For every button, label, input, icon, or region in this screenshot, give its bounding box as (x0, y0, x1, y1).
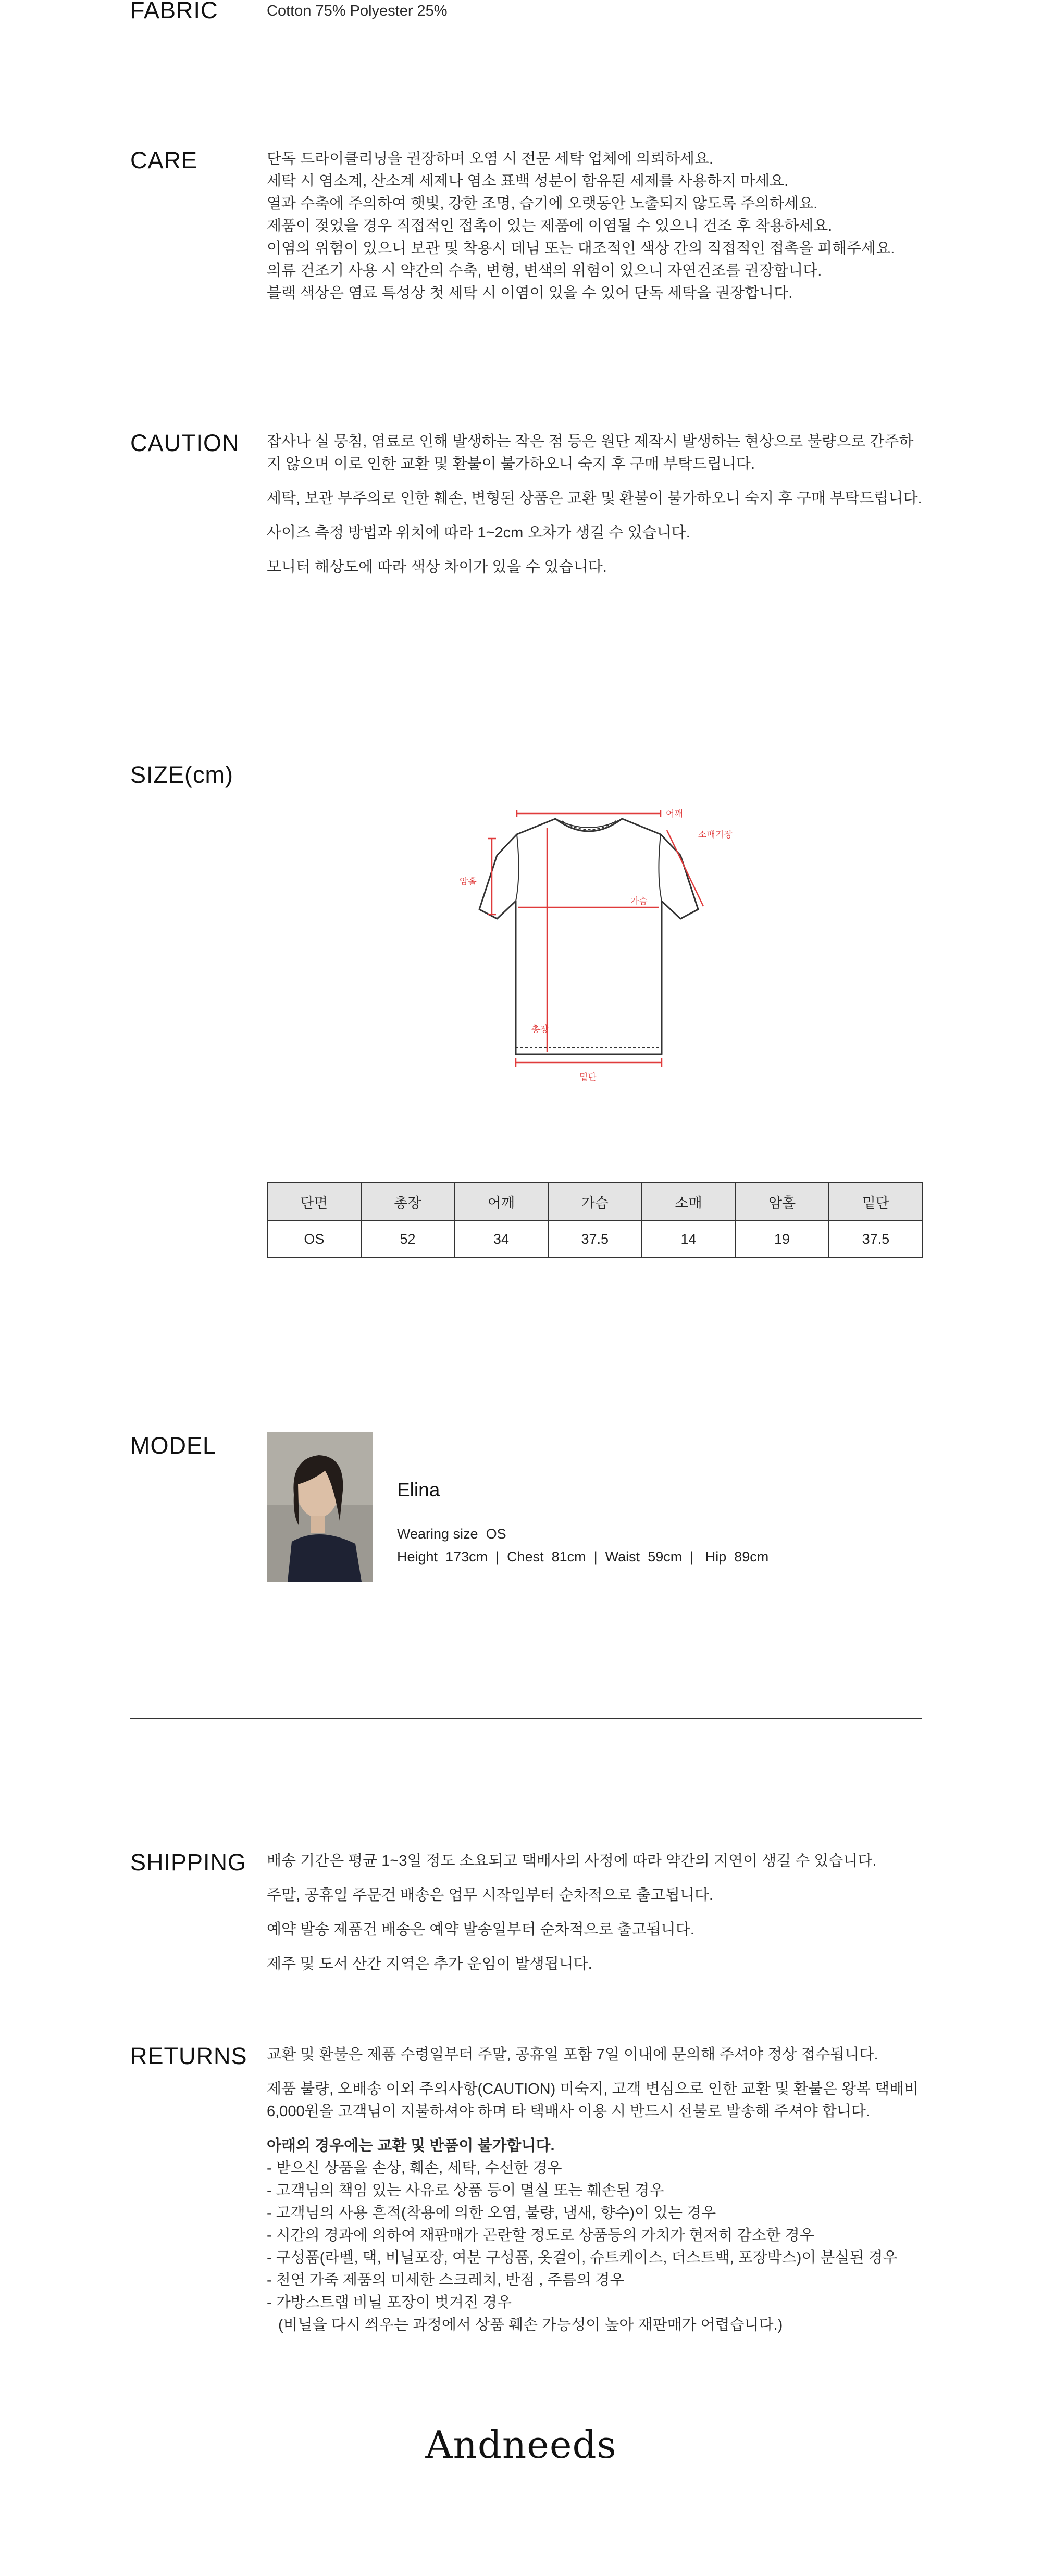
list-item: - 가방스트랩 비닐 포장이 벗겨진 경우 (267, 2294, 512, 2311)
brand-logo: Andneeds (425, 2423, 617, 2467)
shipping-paragraph: 예약 발송 제품건 배송은 예약 발송일부터 순차적으로 출고됩니다. (267, 1921, 694, 1938)
returns-paragraph: 제품 불량, 오배송 이외 주의사항(CAUTION) 미숙지, 고객 변심으로 인한 교환 및 환불은 왕복 택배비 6,000원을 고객님이 지불하셔야 하며 타 택배사 이용 시 반드시 선불로 발송해 주셔야 합니다. (267, 2081, 919, 2120)
size-table-header: 단면 (267, 1183, 361, 1220)
length-label: 총장 (531, 1024, 549, 1035)
caution-text (267, 431, 923, 579)
shipping-heading: SHIPPING (130, 1849, 247, 1875)
caution-paragraph: 모니터 해상도에 따라 색상 차이가 있을 수 있습니다. (267, 559, 607, 576)
shipping-text (267, 1850, 923, 1975)
care-line: 단독 드라이클리닝을 권장하며 오염 시 전문 세탁 업체에 의뢰하세요. (267, 151, 713, 167)
returns-paragraph: 교환 및 환불은 제품 수령일부터 주말, 공휴일 포함 7일 이내에 문의해 주셔야 정상 접수됩니다. (267, 2046, 878, 2063)
size-table-cell: 34 (454, 1220, 548, 1258)
care-text (267, 148, 923, 305)
model-photo (267, 1432, 373, 1582)
fabric-heading: FABRIC (130, 0, 218, 23)
list-item: - 구성품(라벨, 택, 비닐포장, 여분 구성품, 옷걸이, 슈트케이스, 더스트백, 포장박스)이 분실된 경우 (267, 2249, 898, 2266)
care-line: 세탁 시 염소계, 산소계 세제나 염소 표백 성분이 함유된 세제를 사용하지 마세요. (267, 173, 789, 190)
size-table-cell: 37.5 (829, 1220, 923, 1258)
hem-label: 밑단 (579, 1072, 597, 1083)
model-measurements: Height 173cm | Chest 81cm | Waist 59cm | Hip 89cm (397, 1549, 769, 1565)
size-table-cell: 19 (735, 1220, 828, 1258)
sleeve-measure-line (667, 830, 703, 906)
returns-heading: RETURNS (130, 2043, 247, 2069)
size-table-header: 밑단 (829, 1183, 923, 1220)
size-table-cell: 37.5 (548, 1220, 642, 1258)
returns-text (267, 2044, 923, 2336)
list-item: - 받으신 상품을 손상, 훼손, 세탁, 수선한 경우 (267, 2160, 562, 2177)
shipping-paragraph: 제주 및 도서 산간 지역은 추가 운임이 발생됩니다. (267, 1956, 592, 1972)
returns-list-note: (비닐을 다시 씌우는 과정에서 상품 훼손 가능성이 높아 재판매가 어렵습니다.) (278, 2317, 783, 2333)
tshirt-size-diagram (443, 807, 745, 1089)
caution-paragraph: 세탁, 보관 부주의로 인한 훼손, 변형된 상품은 교환 및 환불이 불가하오니 숙지 후 구매 부탁드립니다. (267, 490, 922, 507)
model-wearing-size: Wearing size OS (397, 1526, 506, 1542)
list-item: - 천연 가죽 제품의 미세한 스크레치, 반점 , 주름의 경우 (267, 2272, 625, 2289)
list-item: - 시간의 경과에 의하여 재판매가 곤란할 정도로 상품등의 가치가 현저히 감소한 경우 (267, 2227, 814, 2244)
shoulder-label: 어깨 (666, 809, 683, 819)
size-table-cell: 14 (642, 1220, 735, 1258)
model-heading: MODEL (130, 1432, 217, 1459)
size-table-header: 암홀 (735, 1183, 828, 1220)
model-portrait-icon (267, 1432, 373, 1582)
care-heading: CARE (130, 147, 198, 173)
list-item: - 고객님의 사용 흔적(착용에 의한 오염, 불량, 냄새, 향수)이 있는 경우 (267, 2205, 716, 2221)
shipping-paragraph: 주말, 공휴일 주문건 배송은 업무 시작일부터 순차적으로 출고됩니다. (267, 1887, 713, 1904)
chest-label: 가슴 (630, 896, 648, 907)
size-table-header: 가슴 (548, 1183, 642, 1220)
sleeve-label: 소매기장 (698, 830, 733, 840)
size-table-header: 소매 (642, 1183, 735, 1220)
size-heading: SIZE(cm) (130, 761, 233, 788)
caution-heading: CAUTION (130, 430, 240, 456)
shipping-paragraph: 배송 기간은 평균 1~3일 정도 소요되고 택배사의 사정에 따라 약간의 지연이 생길 수 있습니다. (267, 1853, 877, 1869)
list-item: - 고객님의 책임 있는 사유로 상품 등이 멸실 또는 훼손된 경우 (267, 2182, 664, 2199)
section-divider (130, 1718, 922, 1719)
size-table-header: 어깨 (454, 1183, 548, 1220)
care-line: 열과 수축에 주의하여 햇빛, 강한 조명, 습기에 오랫동안 노출되지 않도록 주의하세요. (267, 195, 818, 212)
armhole-label: 암홀 (460, 877, 477, 887)
fabric-text: Cotton 75% Polyester 25% (267, 3, 448, 19)
model-name: Elina (397, 1479, 440, 1500)
care-line: 블랙 색상은 염료 특성상 첫 세탁 시 이염이 있을 수 있어 단독 세탁을 권장합니다. (267, 285, 793, 302)
care-line: 이염의 위험이 있으니 보관 및 착용시 데님 또는 대조적인 색상 간의 직접적인 접촉을 피해주세요. (267, 240, 895, 257)
size-table-cell: OS (267, 1220, 361, 1258)
size-table (267, 1182, 923, 1258)
tshirt-outline-icon (479, 819, 698, 1054)
caution-paragraph: 잡사나 실 뭉침, 염료로 인해 발생하는 작은 점 등은 원단 제작시 발생하는 현상으로 불량으로 간주하지 않으며 이로 인한 교환 및 환불이 불가하오니 숙지 후 구매 부탁드립니다. (267, 433, 914, 472)
returns-list-title: 아래의 경우에는 교환 및 반품이 불가합니다. (267, 2137, 555, 2154)
care-line: 제품이 젖었을 경우 직접적인 접촉이 있는 제품에 이염될 수 있으니 건조 후 착용하세요. (267, 218, 833, 234)
size-table-header-row (267, 1183, 923, 1220)
caution-paragraph: 사이즈 측정 방법과 위치에 따라 1~2cm 오차가 생길 수 있습니다. (267, 524, 690, 541)
table-row (267, 1220, 923, 1258)
size-table-header: 총장 (361, 1183, 454, 1220)
size-table-cell: 52 (361, 1220, 454, 1258)
care-line: 의류 건조기 사용 시 약간의 수축, 변형, 변색의 위험이 있으니 자연건조를 권장합니다. (267, 262, 822, 279)
